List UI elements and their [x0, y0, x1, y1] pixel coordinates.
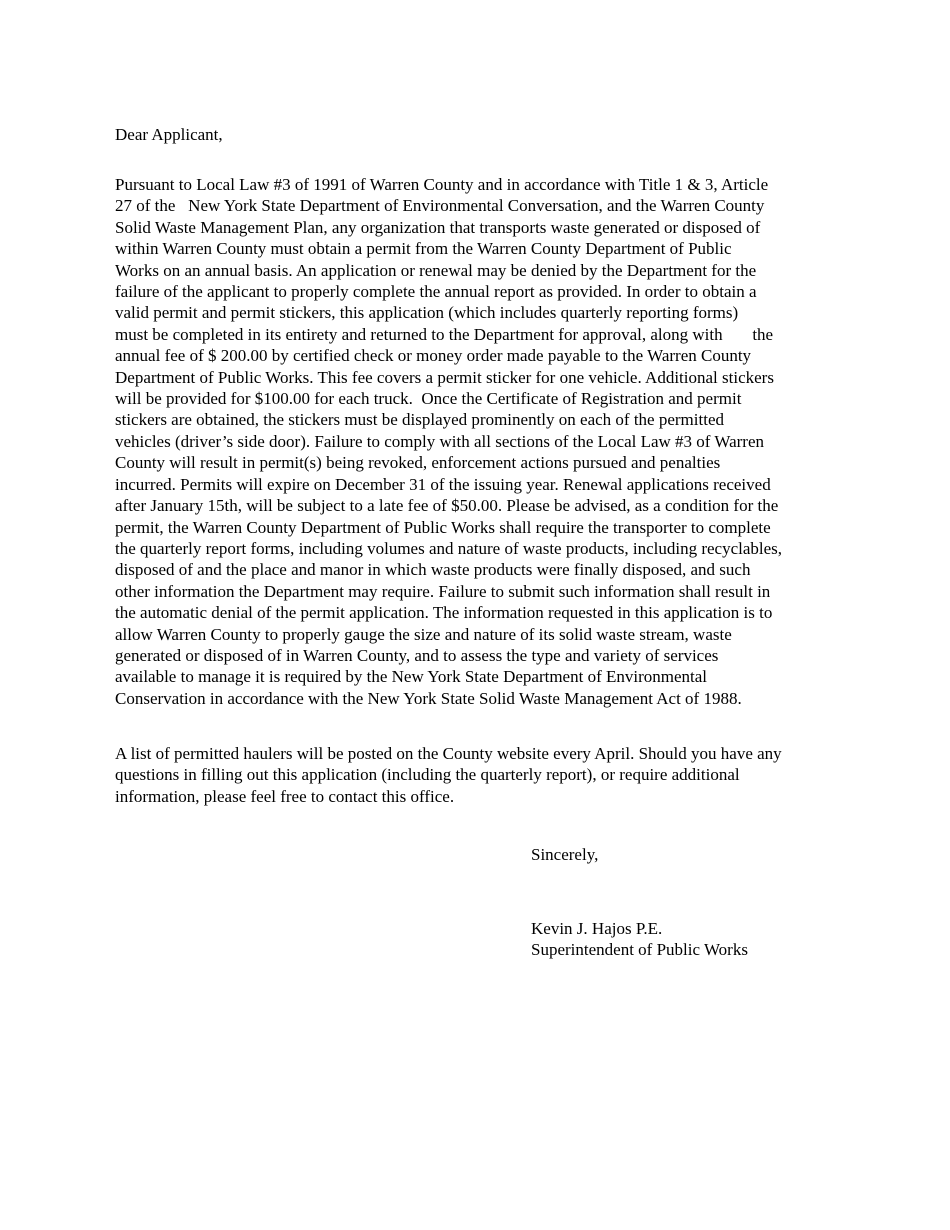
closing: Sincerely,: [531, 845, 599, 864]
paragraph-line: must be completed in its entirety and returned to the Department for approval, along with the: [115, 324, 774, 344]
paragraph-line: Department of Public Works. This fee covers a permit sticker for one vehicle. Additional stickers: [115, 367, 774, 387]
body-paragraph-permit-requirements: [115, 174, 782, 709]
paragraph-line: will be provided for $100.00 for each truck. Once the Certificate of Registration and permit: [115, 389, 742, 409]
paragraph-line: 27 of the New York State Department of Environmental Conversation, and the Warren County: [115, 196, 765, 216]
paragraph-line: Conservation in accordance with the New York State Solid Waste Management Act of 1988.: [115, 688, 742, 708]
paragraph-line: allow Warren County to properly gauge the size and nature of its solid waste stream, waste: [115, 624, 732, 644]
signer-name: Kevin J. Hajos P.E.: [531, 919, 663, 938]
paragraph-line: information, please feel free to contact this office.: [115, 786, 455, 806]
body-paragraph-hauler-list: [115, 743, 782, 807]
paragraph-line: after January 15th, will be subject to a late fee of $50.00. Please be advised, as a condition for the: [115, 496, 779, 516]
paragraph-line: questions in filling out this application (including the quarterly report), or require additional: [115, 765, 740, 785]
paragraph-line: Pursuant to Local Law #3 of 1991 of Warren County and in accordance with Title 1 & 3, Article: [115, 175, 769, 194]
signature-block: [531, 918, 748, 961]
paragraph-line: within Warren County must obtain a permit from the Warren County Department of Public: [115, 239, 732, 259]
paragraph-line: Solid Waste Management Plan, any organization that transports waste generated or disposed of: [115, 217, 761, 237]
paragraph-line: the quarterly report forms, including volumes and nature of waste products, including recyclables,: [115, 538, 783, 558]
paragraph-line: failure of the applicant to properly complete the annual report as provided. In order to obtain a: [115, 282, 757, 302]
paragraph-line: stickers are obtained, the stickers must be displayed prominently on each of the permitted: [115, 410, 724, 430]
paragraph-line: available to manage it is required by the New York State Department of Environmental: [115, 667, 708, 687]
signer-title: Superintendent of Public Works: [531, 940, 748, 960]
paragraph-line: annual fee of $ 200.00 by certified check or money order made payable to the Warren County: [115, 346, 752, 366]
paragraph-line: Works on an annual basis. An application or renewal may be denied by the Department for the: [115, 260, 757, 280]
paragraph-line: vehicles (driver’s side door). Failure to comply with all sections of the Local Law #3 of Warren: [115, 431, 765, 451]
paragraph-line: the automatic denial of the permit application. The information requested in this application is to: [115, 603, 773, 623]
paragraph-line: County will result in permit(s) being revoked, enforcement actions pursued and penalties: [115, 453, 721, 473]
paragraph-line: disposed of and the place and manor in which waste products were finally disposed, and such: [115, 560, 751, 580]
paragraph-line: other information the Department may require. Failure to submit such information shall result in: [115, 581, 771, 601]
salutation: Dear Applicant,: [115, 125, 223, 144]
paragraph-line: A list of permitted haulers will be posted on the County website every April. Should you have any: [115, 744, 782, 763]
paragraph-line: generated or disposed of in Warren County, and to assess the type and variety of services: [115, 645, 719, 665]
paragraph-line: incurred. Permits will expire on December 31 of the issuing year. Renewal applications received: [115, 474, 771, 494]
paragraph-line: permit, the Warren County Department of Public Works shall require the transporter to complete: [115, 517, 771, 537]
paragraph-line: valid permit and permit stickers, this application (which includes quarterly reporting forms): [115, 303, 739, 323]
